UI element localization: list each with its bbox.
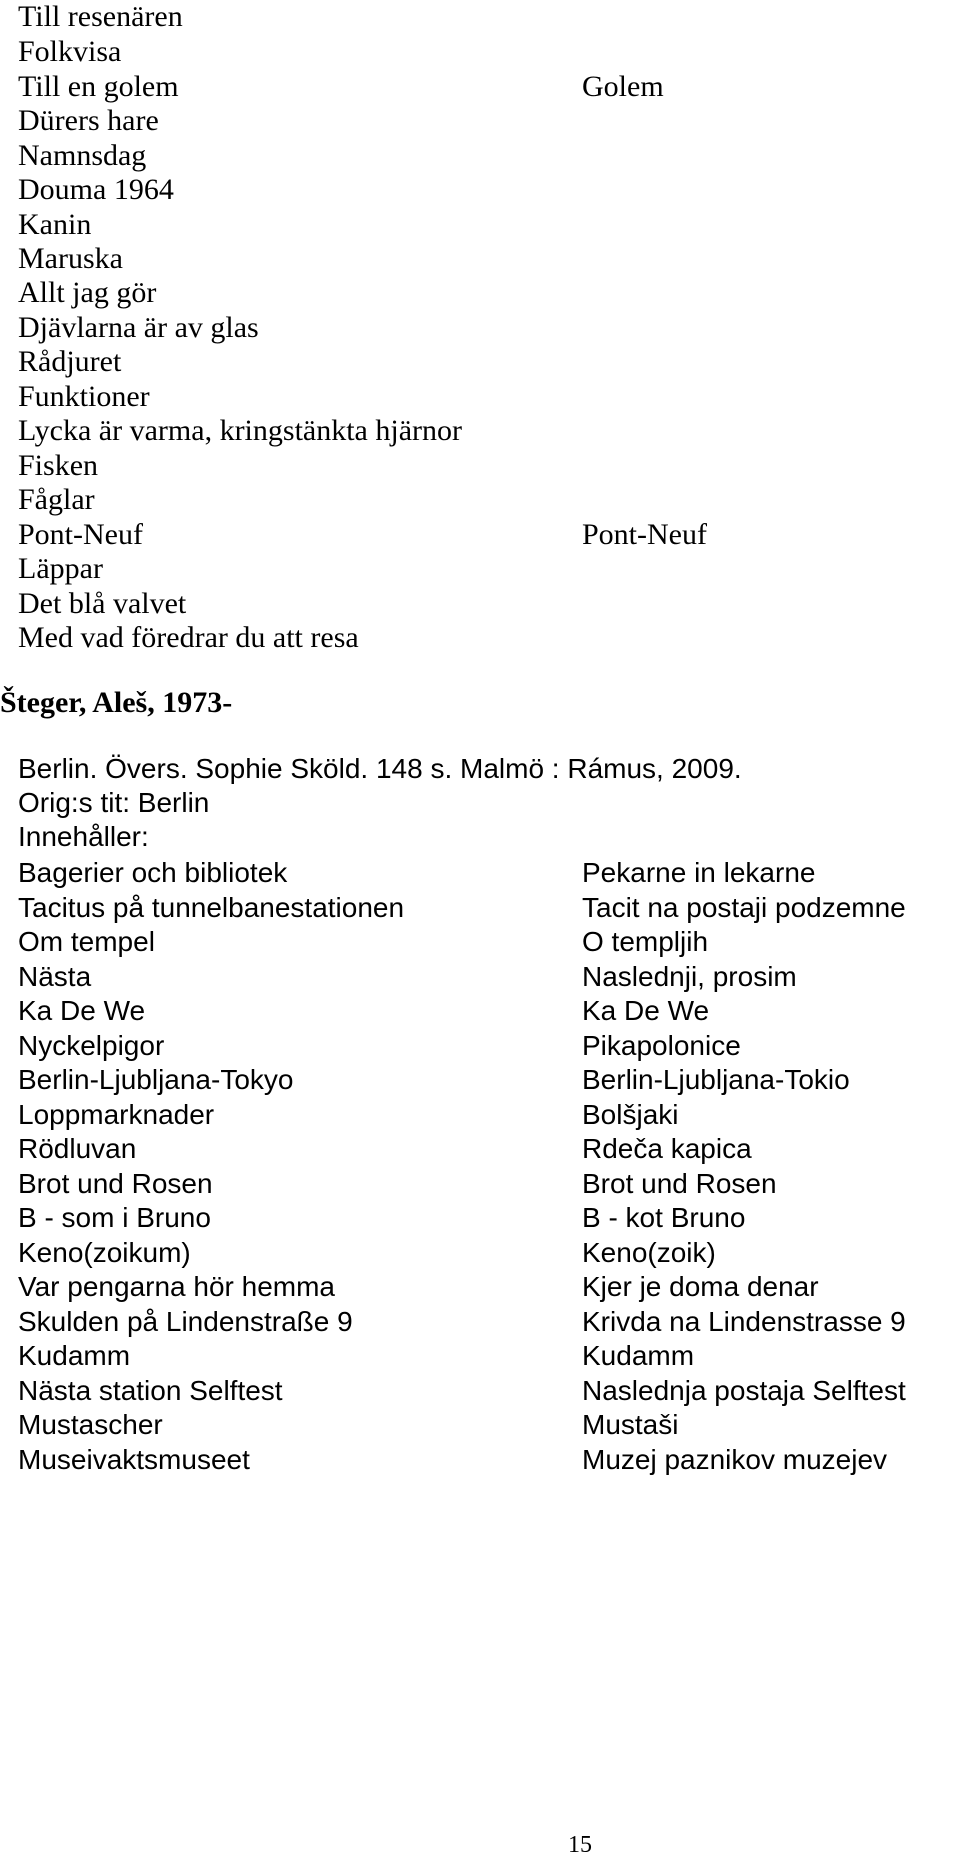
list-item: Djävlarna är av glas xyxy=(18,311,259,344)
contents-swedish: Nästa xyxy=(18,961,92,992)
contents-swedish: Museivaktsmuseet xyxy=(18,1444,250,1475)
contents-slovene: Muzej paznikov muzejev xyxy=(582,1444,888,1475)
contents-slovene: Krivda na Lindenstrasse 9 xyxy=(582,1306,906,1337)
list-item: Funktioner xyxy=(18,380,150,413)
author-heading: Šteger, Aleš, 1973- xyxy=(0,686,233,719)
list-item: Till resenären xyxy=(18,0,183,33)
list-item: Maruska xyxy=(18,242,123,275)
contents-slovene: Pikapolonice xyxy=(582,1030,741,1061)
list-item: Allt jag gör xyxy=(18,276,157,309)
contents-swedish: Nyckelpigor xyxy=(18,1030,165,1061)
contents-slovene: Keno(zoik) xyxy=(582,1237,716,1268)
contents-slovene: Tacit na postaji podzemne xyxy=(582,892,906,923)
contents-swedish: Keno(zoikum) xyxy=(18,1237,191,1268)
list-item: Dürers hare xyxy=(18,104,159,137)
list-item-right: Pont-Neuf xyxy=(582,518,707,551)
contents-swedish: Nästa station Selftest xyxy=(18,1375,283,1406)
contents-swedish: Var pengarna hör hemma xyxy=(18,1271,335,1302)
list-item-right: Golem xyxy=(582,70,664,103)
contents-swedish: Loppmarknader xyxy=(18,1099,215,1130)
contents-swedish: Rödluvan xyxy=(18,1133,137,1164)
list-item: Pont-Neuf xyxy=(18,518,143,551)
list-item: Läppar xyxy=(18,552,103,585)
contents-swedish: B - som i Bruno xyxy=(18,1202,211,1233)
contents-swedish: Om tempel xyxy=(18,926,155,957)
list-item: Kanin xyxy=(18,208,92,241)
contents-slovene: Naslednja postaja Selftest xyxy=(582,1375,906,1406)
contents-slovene: Pekarne in lekarne xyxy=(582,857,816,888)
contents-slovene: Berlin-Ljubljana-Tokio xyxy=(582,1064,850,1095)
contents-swedish: Brot und Rosen xyxy=(18,1168,213,1199)
contents-swedish: Tacitus på tunnelbanestationen xyxy=(18,892,405,923)
contents-swedish: Skulden på Lindenstraße 9 xyxy=(18,1306,353,1337)
contents-slovene: Kjer je doma denar xyxy=(582,1271,819,1302)
original-title: Orig:s tit: Berlin xyxy=(18,787,210,818)
list-item: Douma 1964 xyxy=(18,173,174,206)
contents-slovene: Rdeča kapica xyxy=(582,1133,752,1164)
contents-swedish: Kudamm xyxy=(18,1340,131,1371)
list-item: Lycka är varma, kringstänkta hjärnor xyxy=(18,414,462,447)
citation: Berlin. Övers. Sophie Sköld. 148 s. Malmö : Rámus, 2009. xyxy=(18,753,742,784)
contents-slovene: Naslednji, prosim xyxy=(582,961,797,992)
list-item: Rådjuret xyxy=(18,345,122,378)
list-item: Folkvisa xyxy=(18,35,122,68)
contents-swedish: Ka De We xyxy=(18,995,146,1026)
contents-swedish: Bagerier och bibliotek xyxy=(18,857,288,888)
contents-slovene: Ka De We xyxy=(582,995,710,1026)
contents-label: Innehåller: xyxy=(18,821,149,852)
contents-swedish: Mustascher xyxy=(18,1409,163,1440)
contents-slovene: Kudamm xyxy=(582,1340,695,1371)
contents-slovene: Brot und Rosen xyxy=(582,1168,777,1199)
list-item: Fisken xyxy=(18,449,99,482)
contents-slovene: Bolšjaki xyxy=(582,1099,679,1130)
contents-swedish: Berlin-Ljubljana-Tokyo xyxy=(18,1064,294,1095)
list-item: Det blå valvet xyxy=(18,587,187,620)
contents-slovene: O templjih xyxy=(582,926,709,957)
contents-slovene: B - kot Bruno xyxy=(582,1202,746,1233)
list-item: Med vad föredrar du att resa xyxy=(18,621,359,654)
list-item: Namnsdag xyxy=(18,139,147,172)
list-item: Fåglar xyxy=(18,483,95,516)
contents-slovene: Mustaši xyxy=(582,1409,679,1440)
list-item: Till en golem xyxy=(18,70,179,103)
page-number: 15 xyxy=(568,1832,592,1858)
